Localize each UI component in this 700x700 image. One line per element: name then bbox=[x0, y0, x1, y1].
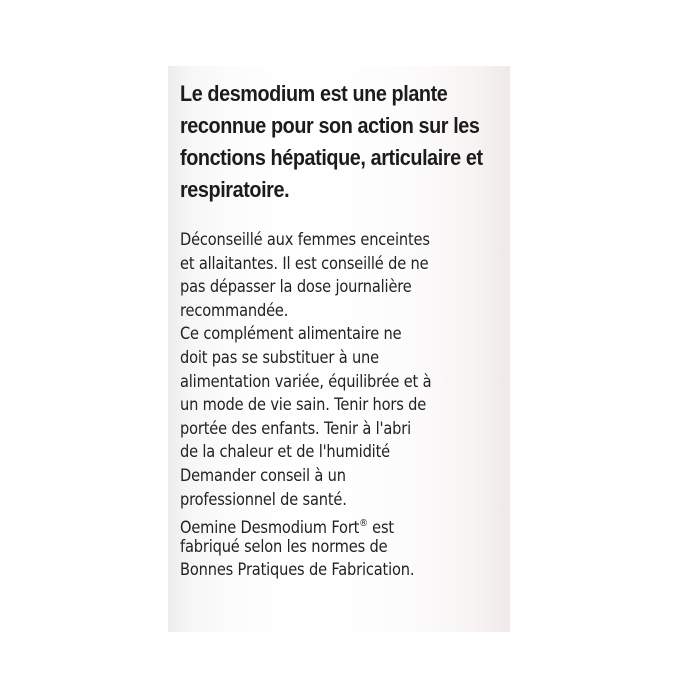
body-line: et allaitantes. Il est conseillé de ne bbox=[180, 253, 429, 274]
body-line: alimentation variée, équilibrée et à bbox=[180, 371, 432, 392]
label-panel bbox=[168, 66, 510, 632]
body-line: doit pas se substituer à une bbox=[180, 347, 379, 368]
body-line: professionnel de santé. bbox=[180, 489, 347, 510]
label-body bbox=[180, 229, 505, 583]
body-line: pas dépasser la dose journalière bbox=[180, 277, 412, 298]
brand-suffix: est bbox=[367, 518, 394, 539]
body-line: Déconseillé aux femmes enceintes bbox=[180, 230, 430, 250]
body-line: un mode de vie sain. Tenir hors de bbox=[180, 395, 427, 416]
body-line: Demander conseil à un bbox=[180, 465, 346, 486]
body-line: recommandée. bbox=[180, 300, 289, 321]
registered-mark: ® bbox=[359, 518, 368, 530]
body-line: Ce complément alimentaire ne bbox=[180, 324, 402, 345]
body-line: portée des enfants. Tenir à l'abri bbox=[180, 418, 412, 439]
brand-line bbox=[180, 512, 498, 539]
body-line: de la chaleur et de l'humidité bbox=[180, 442, 390, 463]
brand-name: Oemine Desmodium Fort bbox=[180, 518, 360, 539]
body-line: fabriqué selon les normes de bbox=[180, 536, 388, 557]
label-text bbox=[180, 78, 505, 583]
body-line: Bonnes Pratiques de Fabrication. bbox=[180, 560, 415, 581]
label-headline: Le desmodium est une plante reconnue pour son action sur les fonctions hépatique, articulaire et respiratoire. bbox=[180, 81, 483, 202]
